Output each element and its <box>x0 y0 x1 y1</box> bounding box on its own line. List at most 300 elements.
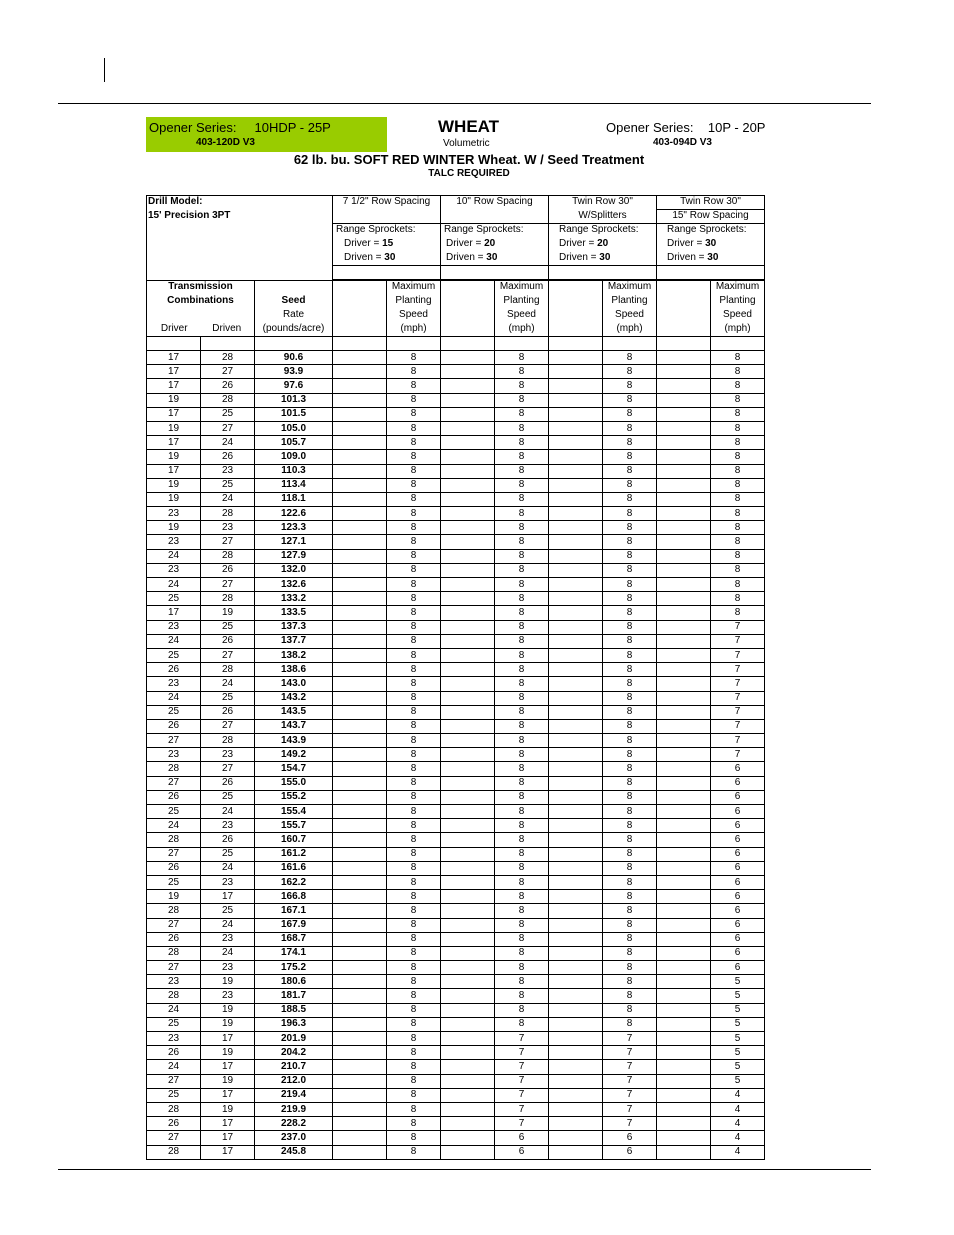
speed-cell-4: 6 <box>711 790 765 804</box>
speed-cell-2: 8 <box>495 975 549 989</box>
table-row <box>147 847 765 861</box>
spacer-cell <box>549 1131 603 1145</box>
driven-cell: 19 <box>201 606 255 620</box>
table-row <box>147 379 765 393</box>
driven-cell: 19 <box>201 1003 255 1017</box>
speed-cell-1: 8 <box>387 492 441 506</box>
speed-cell-1: 8 <box>387 705 441 719</box>
table-row <box>147 492 765 506</box>
spacer-cell <box>657 492 711 506</box>
table-row <box>147 748 765 762</box>
spacer-cell <box>441 507 495 521</box>
speed-cell-3: 8 <box>603 606 657 620</box>
speed-cell-3: 7 <box>603 1088 657 1102</box>
seed-rate-cell: 101.3 <box>255 393 333 407</box>
speed-cell-4: 8 <box>711 407 765 421</box>
driver-cell: 19 <box>147 492 201 506</box>
driven-label: Driven = <box>446 252 487 263</box>
speed-cell-2: 8 <box>495 620 549 634</box>
table-row <box>147 1017 765 1031</box>
spacer-cell <box>333 1131 387 1145</box>
seed-rate-cell: 133.5 <box>255 606 333 620</box>
spacer-cell <box>441 805 495 819</box>
driven-label: Driven = <box>559 252 600 263</box>
seed-rate-cell: 180.6 <box>255 975 333 989</box>
driven-cell: 17 <box>201 1032 255 1046</box>
table-row <box>147 875 765 889</box>
driven-cell: 25 <box>201 904 255 918</box>
speed-cell-1: 8 <box>387 989 441 1003</box>
speed-cell-3: 7 <box>603 1102 657 1116</box>
spacing-header-1 <box>333 196 441 224</box>
seed-rate-cell: 105.0 <box>255 421 333 435</box>
speed-cell-2: 6 <box>495 1131 549 1145</box>
speed-cell-2: 8 <box>495 436 549 450</box>
driver-cell: 19 <box>147 890 201 904</box>
driven-cell: 23 <box>201 932 255 946</box>
spacer-cell <box>441 1074 495 1088</box>
speed-cell-3: 8 <box>603 464 657 478</box>
speed-cell-4: 6 <box>711 961 765 975</box>
spacer-cell <box>549 1060 603 1074</box>
spacer-cell <box>333 507 387 521</box>
table-row <box>147 521 765 535</box>
driver-label: Driver = <box>559 238 598 249</box>
driven-cell: 19 <box>201 1046 255 1060</box>
spacer-cell <box>549 776 603 790</box>
speed-cell-4: 7 <box>711 634 765 648</box>
driven-cell: 23 <box>201 989 255 1003</box>
speed-cell-3: 8 <box>603 507 657 521</box>
spacer-cell <box>441 932 495 946</box>
driven-cell: 24 <box>201 918 255 932</box>
speed-cell-2: 8 <box>495 677 549 691</box>
speed-cell-4: 6 <box>711 875 765 889</box>
spacer-cell <box>549 648 603 662</box>
spacer-cell <box>549 1032 603 1046</box>
driven-cell: 26 <box>201 634 255 648</box>
spacer-cell <box>441 961 495 975</box>
seed-rate-cell: 181.7 <box>255 989 333 1003</box>
spacer-cell <box>549 436 603 450</box>
speed-cell-2: 8 <box>495 549 549 563</box>
spacer-cell <box>333 1074 387 1088</box>
speed-cell-1: 8 <box>387 393 441 407</box>
seed-rate-header <box>255 281 333 337</box>
spacer-cell <box>333 1017 387 1031</box>
speed-cell-1: 8 <box>387 450 441 464</box>
spacer-cell <box>333 890 387 904</box>
spacer-cell <box>333 677 387 691</box>
spacer-cell <box>549 606 603 620</box>
speed-cell-4: 5 <box>711 1060 765 1074</box>
driver-cell: 23 <box>147 975 201 989</box>
speed-cell-3: 8 <box>603 946 657 960</box>
transmission-header <box>147 281 255 337</box>
speed-cell-4: 8 <box>711 436 765 450</box>
table-row <box>147 592 765 606</box>
spacer-cell <box>333 918 387 932</box>
speed-cell-1: 8 <box>387 464 441 478</box>
spacer-cell <box>333 833 387 847</box>
table-row <box>147 819 765 833</box>
spacer-cell <box>441 379 495 393</box>
spacer-cell <box>657 436 711 450</box>
speed-cell-1: 8 <box>387 648 441 662</box>
drill-model-label: Drill Model: <box>148 196 203 207</box>
speed-cell-4: 6 <box>711 932 765 946</box>
driven-cell: 19 <box>201 975 255 989</box>
spacer-cell <box>549 805 603 819</box>
drill-model-value: 15' Precision 3PT <box>148 210 231 221</box>
speed-cell-4: 4 <box>711 1131 765 1145</box>
speed-cell-4: 7 <box>711 663 765 677</box>
spacer-cell <box>333 776 387 790</box>
speed-cell-2: 8 <box>495 719 549 733</box>
speed-cell-2: 8 <box>495 762 549 776</box>
spacer-cell <box>549 719 603 733</box>
seed-rate-cell: 132.6 <box>255 578 333 592</box>
driver-cell: 26 <box>147 861 201 875</box>
speed-cell-3: 8 <box>603 847 657 861</box>
speed-cell-4: 6 <box>711 946 765 960</box>
speed-cell-1: 8 <box>387 478 441 492</box>
spacer-cell <box>441 975 495 989</box>
seed-rate-cell: 219.9 <box>255 1102 333 1116</box>
table-row <box>147 719 765 733</box>
seed-rate-cell: 188.5 <box>255 1003 333 1017</box>
driver-cell: 17 <box>147 606 201 620</box>
spacer-cell <box>333 521 387 535</box>
speed-header-4 <box>711 281 765 337</box>
spacer-cell <box>441 393 495 407</box>
spacer-cell <box>441 890 495 904</box>
spacer-cell <box>441 478 495 492</box>
driver-value: 15 <box>382 238 394 249</box>
opener-right-label: Opener Series: <box>606 120 694 135</box>
speed-cell-4: 4 <box>711 1102 765 1116</box>
speed-cell-3: 8 <box>603 833 657 847</box>
spacer-cell <box>333 975 387 989</box>
speed-cell-1: 8 <box>387 549 441 563</box>
table-row <box>147 351 765 365</box>
spacer-cell <box>441 719 495 733</box>
speed-cell-2: 8 <box>495 634 549 648</box>
spacer-cell <box>333 875 387 889</box>
spacer-cell <box>657 578 711 592</box>
spacer-cell <box>549 875 603 889</box>
speed-cell-3: 8 <box>603 989 657 1003</box>
driver-cell: 26 <box>147 932 201 946</box>
seed-rate-cell: 228.2 <box>255 1117 333 1131</box>
table-row <box>147 436 765 450</box>
seed-rate-cell: 93.9 <box>255 365 333 379</box>
spacer-cell <box>657 890 711 904</box>
spacer-cell <box>441 606 495 620</box>
spacer-cell <box>657 351 711 365</box>
driven-value: 30 <box>599 252 611 263</box>
spacer-cell <box>441 989 495 1003</box>
spacer-cell <box>441 535 495 549</box>
seed-rate-cell: 90.6 <box>255 351 333 365</box>
spacer-cell <box>333 691 387 705</box>
speed-cell-3: 8 <box>603 549 657 563</box>
speed-cell-2: 8 <box>495 691 549 705</box>
driver-cell: 23 <box>147 507 201 521</box>
speed-header-2 <box>495 281 549 337</box>
seed-rate-cell: 175.2 <box>255 961 333 975</box>
spacer-cell <box>333 932 387 946</box>
speed-cell-3: 6 <box>603 1131 657 1145</box>
spacer-cell <box>549 904 603 918</box>
speed-cell-1: 8 <box>387 975 441 989</box>
spacer-cell <box>333 379 387 393</box>
speed-cell-2: 8 <box>495 748 549 762</box>
table-row <box>147 1102 765 1116</box>
spacer-cell <box>657 975 711 989</box>
spacer-cell <box>441 1102 495 1116</box>
driver-cell: 25 <box>147 1017 201 1031</box>
speed-cell-2: 8 <box>495 734 549 748</box>
speed-cell-4: 8 <box>711 492 765 506</box>
drill-model-cell <box>147 196 333 281</box>
spacing-4-line1: Twin Row 30" <box>680 196 741 207</box>
sprocket-label: Range Sprockets: <box>667 224 747 235</box>
table-row <box>147 989 765 1003</box>
speed-cell-1: 8 <box>387 1003 441 1017</box>
spacer-cell <box>657 1102 711 1116</box>
spacer-cell <box>549 634 603 648</box>
spacer-cell <box>441 1046 495 1060</box>
speed-cell-3: 8 <box>603 1003 657 1017</box>
spacer-cell <box>657 606 711 620</box>
speed-line3: Speed <box>723 309 752 320</box>
transmission-line1: Transmission <box>168 281 233 292</box>
spacer-cell <box>441 833 495 847</box>
table-row <box>147 365 765 379</box>
speed-cell-2: 8 <box>495 535 549 549</box>
driver-cell: 26 <box>147 719 201 733</box>
speed-line3: Speed <box>507 309 536 320</box>
driver-cell: 19 <box>147 393 201 407</box>
driver-label: Driver = <box>667 238 706 249</box>
driven-cell: 19 <box>201 1102 255 1116</box>
driver-label: Driver = <box>344 238 383 249</box>
spacer-cell <box>441 904 495 918</box>
table-row <box>147 904 765 918</box>
driven-cell: 24 <box>201 677 255 691</box>
driver-cell: 17 <box>147 379 201 393</box>
spacer-cell <box>333 478 387 492</box>
driven-label: Driven = <box>344 252 385 263</box>
spacer-cell <box>657 549 711 563</box>
spacer-cell <box>441 776 495 790</box>
speed-cell-3: 7 <box>603 1117 657 1131</box>
spacer-cell <box>333 805 387 819</box>
spacer-cell <box>549 492 603 506</box>
driver-cell: 25 <box>147 648 201 662</box>
speed-cell-3: 8 <box>603 691 657 705</box>
speed-cell-2: 7 <box>495 1074 549 1088</box>
speed-cell-2: 7 <box>495 1032 549 1046</box>
driven-cell: 25 <box>201 620 255 634</box>
spacer-cell <box>549 464 603 478</box>
spacer-cell <box>333 351 387 365</box>
driven-label: Driven = <box>667 252 708 263</box>
seed-rate-cell: 132.0 <box>255 563 333 577</box>
speed-cell-1: 8 <box>387 719 441 733</box>
speed-header-3 <box>603 281 657 337</box>
spacer-cell <box>333 407 387 421</box>
driven-cell: 27 <box>201 578 255 592</box>
table-row <box>147 975 765 989</box>
driven-cell: 17 <box>201 1060 255 1074</box>
spacer-cell <box>441 365 495 379</box>
spacer-cell <box>333 1003 387 1017</box>
speed-cell-1: 8 <box>387 578 441 592</box>
speed-line3: Speed <box>399 309 428 320</box>
opener-right-value: 10P - 20P <box>707 120 766 135</box>
spacer-cell <box>549 691 603 705</box>
driven-cell: 28 <box>201 734 255 748</box>
speed-cell-2: 8 <box>495 890 549 904</box>
speed-cell-4: 7 <box>711 705 765 719</box>
speed-cell-4: 7 <box>711 691 765 705</box>
spacer-cell <box>441 351 495 365</box>
spacer-cell <box>657 1131 711 1145</box>
seed-rate-cell: 143.2 <box>255 691 333 705</box>
driven-cell: 25 <box>201 790 255 804</box>
speed-cell-4: 5 <box>711 1017 765 1031</box>
spacer-cell <box>441 521 495 535</box>
speed-cell-3: 8 <box>603 762 657 776</box>
speed-cell-3: 8 <box>603 351 657 365</box>
spacer-cell <box>549 847 603 861</box>
sprocket-label: Range Sprockets: <box>336 224 416 235</box>
speed-cell-4: 8 <box>711 606 765 620</box>
speed-cell-4: 6 <box>711 833 765 847</box>
speed-cell-4: 4 <box>711 1088 765 1102</box>
spacer-cell <box>657 478 711 492</box>
table-row <box>147 563 765 577</box>
opener-right <box>606 120 765 135</box>
speed-cell-3: 8 <box>603 932 657 946</box>
speed-cell-1: 8 <box>387 819 441 833</box>
seed-rate-cell: 212.0 <box>255 1074 333 1088</box>
table-row <box>147 507 765 521</box>
table-row <box>147 833 765 847</box>
speed-cell-3: 8 <box>603 535 657 549</box>
spacer-cell <box>333 450 387 464</box>
spacer-cell <box>441 1117 495 1131</box>
driver-cell: 28 <box>147 762 201 776</box>
speed-cell-1: 8 <box>387 407 441 421</box>
speed-cell-1: 8 <box>387 946 441 960</box>
driven-cell: 24 <box>201 861 255 875</box>
transmission-line2: Combinations <box>167 295 234 306</box>
spacer-cell <box>657 379 711 393</box>
spacer-cell <box>333 790 387 804</box>
seed-rate-cell: 155.2 <box>255 790 333 804</box>
speed-cell-3: 8 <box>603 578 657 592</box>
speed-cell-4: 8 <box>711 592 765 606</box>
spacer-cell <box>657 677 711 691</box>
speed-cell-2: 8 <box>495 705 549 719</box>
spacer-cell <box>333 549 387 563</box>
spacer-cell <box>549 507 603 521</box>
speed-cell-2: 8 <box>495 507 549 521</box>
opener-left-code: 403-120D V3 <box>196 137 255 148</box>
spacer-cell <box>441 762 495 776</box>
seed-rate-cell: 143.5 <box>255 705 333 719</box>
spacer-cell <box>657 875 711 889</box>
seed-rate-cell: 155.0 <box>255 776 333 790</box>
speed-cell-2: 6 <box>495 1145 549 1159</box>
top-rule <box>58 103 871 104</box>
speed-cell-4: 6 <box>711 762 765 776</box>
speed-cell-4: 8 <box>711 535 765 549</box>
spacer-cell <box>333 592 387 606</box>
spacer-cell <box>657 918 711 932</box>
spacer-cell <box>441 421 495 435</box>
spacer-cell <box>549 421 603 435</box>
spacer-cell <box>333 705 387 719</box>
seed-rate-cell: 109.0 <box>255 450 333 464</box>
driver-cell: 27 <box>147 961 201 975</box>
speed-cell-3: 8 <box>603 478 657 492</box>
speed-cell-4: 5 <box>711 1074 765 1088</box>
spacer-cell <box>333 663 387 677</box>
spacer-cell <box>549 762 603 776</box>
speed-cell-2: 7 <box>495 1046 549 1060</box>
speed-cell-2: 8 <box>495 861 549 875</box>
speed-cell-3: 8 <box>603 620 657 634</box>
spacer-cell <box>441 407 495 421</box>
table-row <box>147 478 765 492</box>
driven-cell: 23 <box>201 464 255 478</box>
table-row <box>147 677 765 691</box>
spacer-cell <box>333 748 387 762</box>
spacer-cell <box>657 748 711 762</box>
speed-line1: Maximum <box>499 281 544 292</box>
sprocket-driver <box>444 236 547 250</box>
driven-column-label: Driven <box>212 323 242 334</box>
spacer-cell <box>657 1074 711 1088</box>
seed-rate-cell: 113.4 <box>255 478 333 492</box>
driver-cell: 28 <box>147 1102 201 1116</box>
speed-cell-3: 8 <box>603 805 657 819</box>
speed-cell-2: 8 <box>495 563 549 577</box>
talc-note: TALC REQUIRED <box>428 168 510 179</box>
driver-cell: 25 <box>147 592 201 606</box>
spacer-cell <box>657 819 711 833</box>
seed-line2: Rate <box>282 309 305 320</box>
speed-cell-3: 7 <box>603 1046 657 1060</box>
spacer-cell <box>441 734 495 748</box>
speed-cell-3: 8 <box>603 592 657 606</box>
driver-value: 30 <box>705 238 717 249</box>
speed-cell-2: 8 <box>495 379 549 393</box>
spacer-cell <box>549 819 603 833</box>
seed-rate-cell: 155.4 <box>255 805 333 819</box>
speed-cell-2: 8 <box>495 875 549 889</box>
bottom-rule <box>58 1169 871 1170</box>
speed-cell-3: 6 <box>603 1145 657 1159</box>
speed-cell-4: 6 <box>711 819 765 833</box>
table-row <box>147 961 765 975</box>
speed-cell-1: 8 <box>387 507 441 521</box>
speed-cell-4: 8 <box>711 521 765 535</box>
